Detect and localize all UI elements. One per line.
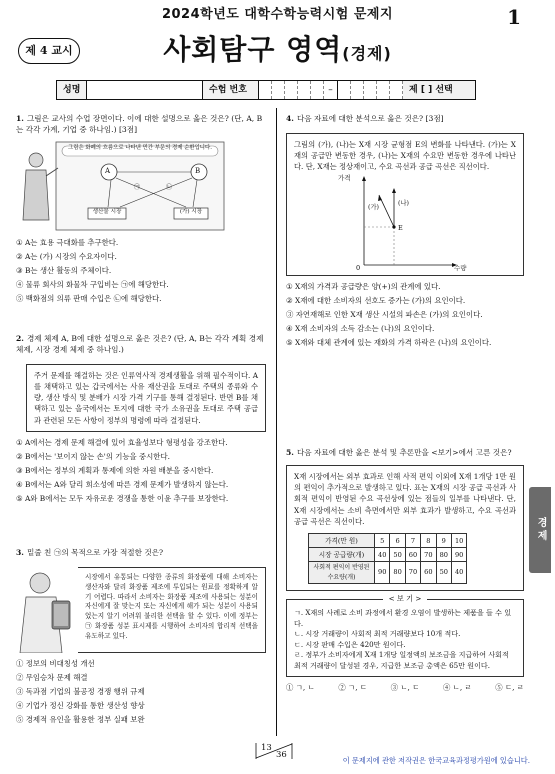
market-shift-graph (294, 173, 514, 273)
exam-number-dash: – (324, 81, 338, 99)
table-cell: 5 (375, 534, 390, 548)
bogi-item: ㄴ. 시장 거래량이 사회적 최적 거래량보다 10개 적다. (294, 629, 461, 639)
table-cell: 10 (451, 534, 466, 548)
bogi-item: ㄱ. X재의 사례로 소비 과정에서 환경 오염이 발생하는 제품을 들 수 있다. (294, 607, 512, 628)
period-badge: 제 4 교시 (18, 38, 80, 64)
bogi-item: ㄷ. 시장 판매 수입은 420만 원이다. (294, 639, 406, 649)
option-2[interactable]: ② B에서는 '보이지 않는 손'의 기능을 중시한다. (16, 452, 170, 462)
question-2 (16, 334, 266, 509)
option-5[interactable]: ⑤ ㄷ, ㄹ (495, 682, 524, 692)
question-4-number: 4. (286, 114, 294, 123)
exam-number-digit[interactable] (298, 81, 311, 99)
question-5-number: 5. (286, 448, 294, 457)
table-cell: 80 (436, 548, 451, 562)
exam-number-digit[interactable] (311, 81, 324, 99)
page-total: 36 (276, 750, 287, 760)
question-2-stem (16, 334, 266, 356)
question-1-text: 그림은 교사의 수업 장면이다. 이에 대한 설명으로 옳은 것은? (단, A, B는 각각 가계, 기업 중 하나임.) [3점] (16, 114, 263, 134)
exam-number-digit[interactable] (390, 81, 403, 99)
copyright-notice: 이 문제지에 관한 저작권은 한국교육과정평가원에 있습니다. (342, 756, 530, 765)
exam-number-label: 수험 번호 (203, 81, 259, 99)
node-b: B (195, 166, 201, 175)
market-left: 생산물 시장 (92, 208, 122, 215)
question-5-answers (286, 683, 524, 694)
graph-y-label: 가격 (338, 173, 351, 182)
exam-number-digit[interactable] (285, 81, 298, 99)
question-3-passage: 시장에서 유통되는 다양한 종류의 화장품에 대해 소비자는 생산자와 달리 화장품 제조에 투입되는 원료를 정확하게 알기 어렵다. 따라서 소비자는 화장품 제조에 사용되는 성분이 자신에게 잘 맞는지 또는 자신에게 해가 되는 성분이 사용되었는지 알기 어려워 불리한 선택을 할 수 있다. 이에 정부는 ㉠ 화장품 성분 표시제를 시행하여 소비자의 합리적 선택을 유도하고 있다. (78, 567, 266, 653)
option-2[interactable]: ② A는 (가) 시장의 수요자이다. (16, 251, 117, 261)
table-cell: 7 (405, 534, 420, 548)
bogi-title: < 보 기 > (383, 594, 428, 603)
table-cell: 40 (451, 562, 466, 584)
graph-arrow-na: (나) (398, 199, 409, 207)
table-cell: 8 (421, 534, 436, 548)
exam-number-digit[interactable] (364, 81, 377, 99)
option-1[interactable]: ① ㄱ, ㄴ (286, 682, 315, 692)
table-cell: 70 (421, 548, 436, 562)
graph-origin: 0 (356, 263, 361, 272)
option-4[interactable]: ④ B에서는 A와 달리 희소성에 따른 경제 문제가 발생하지 않는다. (16, 480, 229, 490)
arrow-label-2: ㉡ (166, 183, 173, 191)
question-3-number: 3. (16, 548, 24, 557)
question-1-options (16, 238, 266, 305)
graph-x-label: 수량 (454, 263, 467, 272)
page-number: 1 (507, 5, 521, 29)
question-5-bogi (286, 593, 524, 677)
option-4[interactable]: ④ 물류 회사의 화물차 구입비는 ㉠에 해당한다. (16, 279, 169, 289)
table-cell: 70 (405, 562, 420, 584)
exam-number-digit[interactable] (351, 81, 364, 99)
teacher-board-illustration (16, 140, 266, 232)
question-1-stem (16, 114, 266, 136)
option-5[interactable]: ⑤ 경제적 유인을 활용한 정부 실패 보완 (16, 715, 145, 725)
option-2[interactable]: ② 무임승차 문제 해결 (16, 672, 88, 682)
option-3[interactable]: ③ ㄴ, ㄷ (390, 682, 420, 692)
question-4-text: 다음 자료에 대한 분석으로 옳은 것은? [3점] (296, 114, 444, 123)
question-4-graph (294, 173, 516, 273)
name-field[interactable] (87, 81, 203, 99)
table-cell: 80 (390, 562, 405, 584)
arrow-label-1: ㉠ (134, 183, 141, 191)
exam-title: 2024학년도 대학수학능력시험 문제지 (161, 7, 394, 22)
question-1 (16, 114, 266, 308)
option-3[interactable]: ③ B에서는 정부의 계획과 통제에 의한 자원 배분을 중시한다. (16, 466, 214, 476)
question-4-passage-text: 그림의 (가), (나)는 X재 시장 균형점 E의 변화를 나타낸다. (가)는 X재의 공급만 변동한 경우, (나)는 X재의 수요만 변동한 경우에 나타난다. 단, X재는 정상재이고, 수요 곡선과 공급 곡선은 직선이다. (294, 139, 516, 172)
option-5[interactable]: ⑤ X재와 대체 관계에 있는 재화의 가격 하락은 (나)의 요인이다. (286, 338, 492, 348)
shopper-illustration (16, 567, 78, 653)
question-5-stem (286, 448, 524, 459)
question-5-text: 다음 자료에 대한 옳은 분석 및 추론만을 <보기>에서 고른 것은? (296, 448, 512, 457)
question-5 (286, 448, 524, 693)
question-3-text: 밑줄 친 ㉠의 목적으로 가장 적절한 것은? (26, 548, 164, 557)
table-cell: 9 (436, 534, 451, 548)
exam-number-digit[interactable] (338, 81, 351, 99)
node-a: A (105, 166, 111, 175)
question-4-passage (286, 133, 524, 276)
exam-number-digit[interactable] (377, 81, 390, 99)
table-cell: 사회적 편익이 반영된 수요량(개) (309, 562, 375, 584)
question-5-passage (286, 465, 524, 591)
question-4 (286, 114, 524, 352)
question-2-options (16, 438, 266, 505)
table-cell: 40 (375, 548, 390, 562)
table-row (309, 562, 467, 584)
option-1[interactable]: ① A는 효용 극대화를 추구한다. (16, 237, 119, 247)
market-right: (가) 시장 (179, 208, 203, 215)
option-2[interactable]: ② X재에 대한 소비자의 선호도 증가는 (가)의 요인이다. (286, 295, 466, 305)
candidate-info-bar (56, 80, 476, 100)
question-2-passage: 주거 문제를 해결하는 것은 인류역사적 경제생활을 위해 필수적이다. A를 채택하고 있는 갑국에서는 사유 재산권을 토대로 주택의 종류와 수량, 생산 방식 및 분배가 시장 가격 기구를 통해 결정된다. 반면 B를 채택하고 있는 을국에서는 토지에 대한 국가 소유권을 토대로 주택 공급과 관련된 모든 사항이 정부의 명령에 따라 결정된다. (26, 364, 266, 432)
table-row (309, 534, 467, 548)
option-4[interactable]: ④ ㄴ, ㄹ (442, 682, 472, 692)
question-3-stem (16, 548, 266, 559)
bogi-item: ㄹ. 정부가 소비자에게 X재 1개당 일정액의 보조금을 지급하여 사회적 최적 거래량이 달성된 경우, 지급한 보조금 총액은 65만 원이다. (294, 650, 509, 671)
question-4-stem (286, 114, 524, 125)
question-1-illustration (16, 140, 266, 232)
question-1-number: 1. (16, 114, 24, 123)
table-cell: 60 (405, 548, 420, 562)
question-3-options (16, 659, 266, 726)
option-3[interactable]: ③ 자연재해로 인한 X재 생산 시설의 파손은 (가)의 요인이다. (286, 309, 483, 319)
option-3[interactable]: ③ B는 생산 활동의 주체이다. (16, 265, 112, 275)
option-1[interactable]: ① 정보의 비대칭성 개선 (16, 658, 95, 668)
question-2-text: 경제 체제 A, B에 대한 설명으로 옳은 것은? (단, A, B는 각각 계획 경제 체제, 시장 경제 체제 중 하나임.) (16, 334, 264, 354)
choice-label: 제 [ ] 선택 (403, 81, 475, 99)
table-row (309, 548, 467, 562)
table-cell: 시장 공급량(개) (309, 548, 375, 562)
table-cell: 60 (421, 562, 436, 584)
table-cell: 50 (436, 562, 451, 584)
question-2-number: 2. (16, 334, 24, 343)
graph-arrow-ga: (가) (368, 203, 379, 211)
name-label: 성명 (57, 81, 87, 99)
option-3[interactable]: ③ 독과점 기업의 불공정 경쟁 행위 규제 (16, 687, 145, 696)
option-4[interactable]: ④ X재 소비자의 소득 감소는 (나)의 요인이다. (286, 324, 435, 333)
table-cell: 90 (451, 548, 466, 562)
exam-number-digit[interactable] (272, 81, 285, 99)
question-5-table (308, 533, 467, 584)
board-title: 그림은 화폐의 흐름으로 나타낸 민간 부문의 경제 순환입니다. (68, 144, 212, 151)
subject-name: 사회탐구 영역 (163, 33, 343, 66)
column-divider (276, 108, 277, 736)
option-1[interactable]: ① A에서는 경제 문제 해결에 있어 효율성보다 형평성을 강조한다. (16, 438, 228, 448)
option-5[interactable]: ⑤ A와 B에서는 모두 자유로운 경쟁을 통한 이윤 추구를 보장한다. (16, 494, 229, 504)
table-cell: 가격(만 원) (309, 534, 375, 548)
option-2[interactable]: ② ㄱ, ㄷ (338, 682, 368, 692)
table-cell: 90 (375, 562, 390, 584)
subject-subname: (경제) (342, 44, 392, 63)
question-3-content (16, 567, 266, 653)
table-cell: 50 (390, 548, 405, 562)
graph-point-e: E (398, 223, 403, 232)
subject-title (0, 30, 555, 70)
subject-side-tab: 경제 (529, 487, 551, 573)
page-current: 13 (261, 743, 272, 753)
option-5[interactable]: ⑤ 백화점의 의류 판매 수입은 ㉡에 해당한다. (16, 294, 162, 303)
question-4-options (286, 282, 524, 349)
option-4[interactable]: ④ 기업가 정신 강화를 통한 생산성 향상 (16, 701, 145, 711)
table-cell: 6 (390, 534, 405, 548)
question-5-passage-text: X재 시장에서는 외부 효과로 인해 사적 편익 이외에 X재 1개당 1만 원의 편익이 추가적으로 발생하고 있다. 표는 X재의 시장 공급 곡선과 사회적 편익이 반영된 수요 곡선상에 있는 점들의 일부를 나타낸다. 단, X재 시장에서는 소비 측면에서만 외부 효과가 발생하고, 수요 곡선과 공급 곡선은 직선이다. (294, 471, 516, 526)
exam-number-digit[interactable] (259, 81, 272, 99)
question-3 (16, 548, 266, 729)
option-1[interactable]: ① X재의 가격과 공급량은 양(+)의 관계에 있다. (286, 281, 441, 291)
